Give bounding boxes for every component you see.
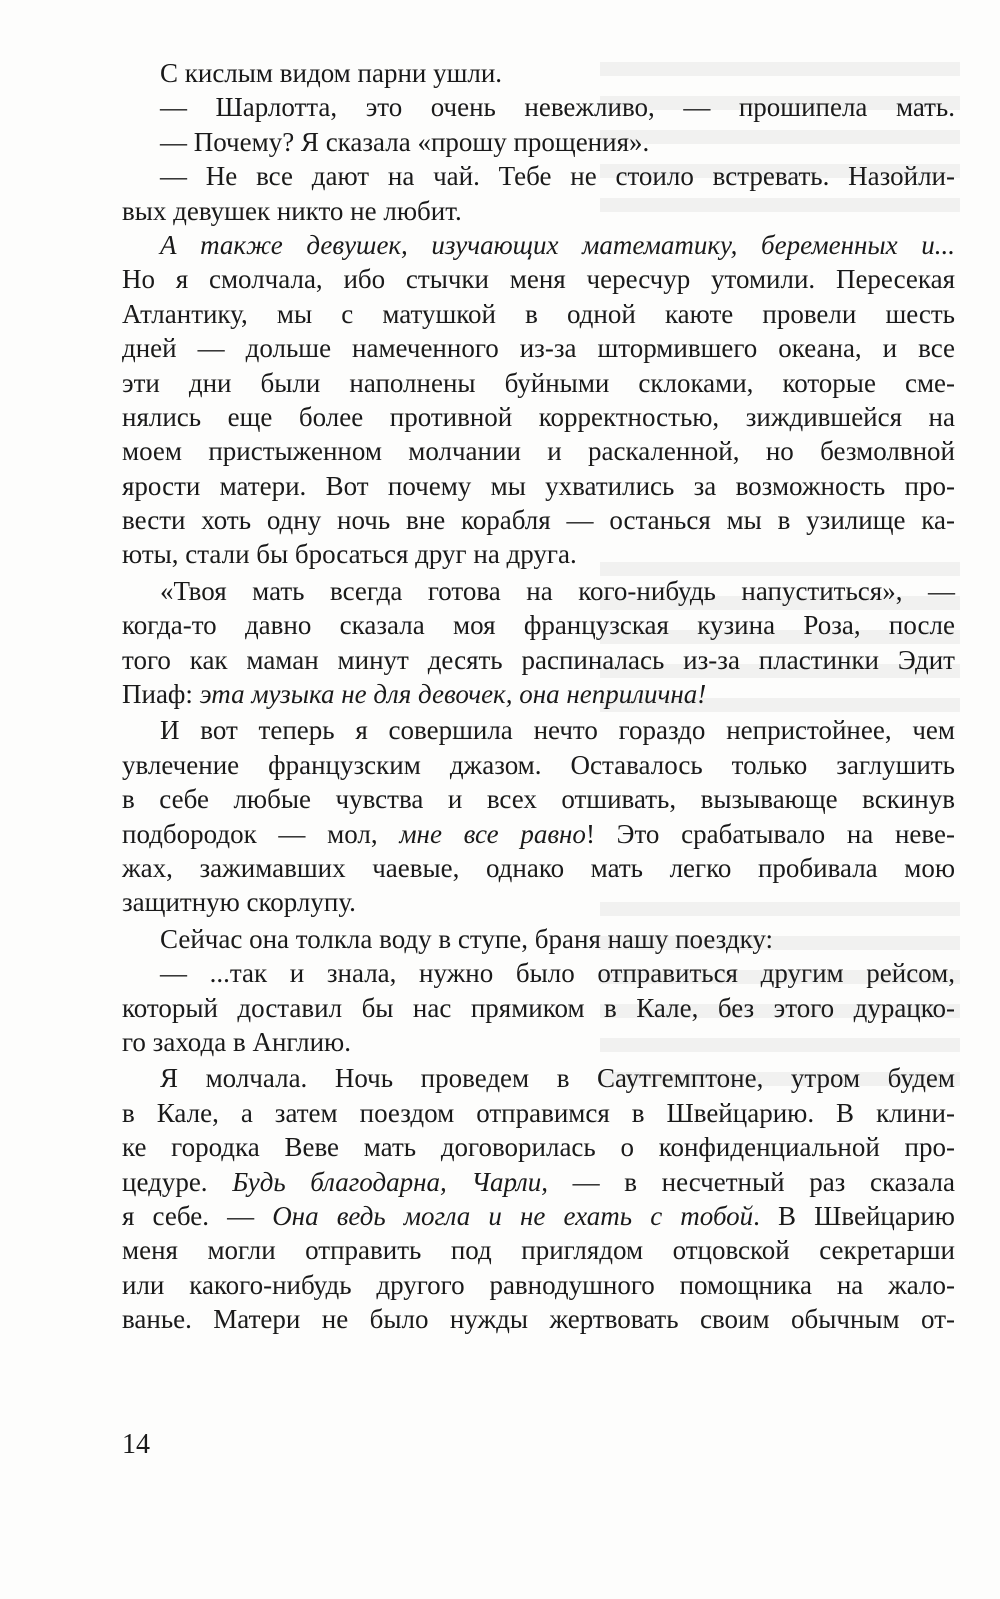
text-run: — Почему? Я сказала «прошу прощения». [160,126,650,157]
text-run: Пиаф: [122,679,200,710]
text-run: ярости матери. Вот почему мы ухватились за возможность про- [122,470,955,501]
text-run: — в несчетный раз сказала [547,1166,955,1197]
italic-text: Она ведь могла и не ехать с тобой [272,1200,754,1231]
text-run: я себе. — [122,1200,273,1231]
text-run: — Шарлотта, это очень невежливо, — прошипела мать. [160,92,955,123]
text-line [122,643,955,677]
text-run: того как маман минут десять распиналась из-за пластинки Эдит [122,644,955,675]
text-line [122,1061,955,1095]
text-line [122,366,955,400]
text-line [122,503,955,537]
text-run: моем пристыженном молчании и раскаленной, но безмолвной [122,436,955,467]
text-run: вести хоть одну ночь вне корабля — останься мы в узилище ка- [122,505,955,536]
text-line [122,90,955,124]
text-line [122,1199,955,1233]
text-line [122,1096,955,1130]
text-run: защитную скорлупу. [122,887,356,918]
text-run: ! Это срабатывало на неве- [585,818,955,849]
text-line [122,537,955,571]
text-run: «Твоя мать всегда готова на кого-нибудь напуститься», — [160,575,955,606]
text-run: эти дни были наполнены буйными склоками, которые сме- [122,367,955,398]
text-run: жах, зажимавших чаевые, однако мать легко пробивала мою [122,852,955,883]
text-run: который доставил бы нас прямиком в Кале, без этого дурацко- [122,992,955,1023]
text-line [122,817,955,851]
text-run: Я молчала. Ночь проведем в Саутгемптоне, утром будем [160,1063,955,1094]
text-line [122,608,955,642]
page-number: 14 [122,1429,150,1460]
text-line [122,922,955,956]
text-line [122,400,955,434]
text-line [122,782,955,816]
text-run: — ...так и знала, нужно было отправиться другим рейсом, [160,958,955,989]
text-line [122,228,955,262]
text-line [122,434,955,468]
text-run: меня могли отправить под приглядом отцовской секретарши [122,1235,955,1266]
text-line [122,331,955,365]
text-run: подбородок — мол, [122,818,400,849]
text-run: С кислым видом парни ушли. [160,58,503,88]
text-line [122,1130,955,1164]
text-line [122,297,955,331]
italic-text: А также девушек, изучающих математику, беременных и... [160,229,955,260]
text-line [122,1233,955,1267]
text-run: дней — дольше намеченного из-за штормившего океана, и все [122,333,955,364]
text-line [122,956,955,990]
text-line [122,56,955,90]
text-line [122,125,955,159]
text-run: юты, стали бы бросаться друг на друга. [122,539,577,570]
text-line [122,991,955,1025]
text-line [122,1302,955,1336]
text-line [122,194,955,228]
text-line [122,159,955,193]
text-run: когда-то давно сказала моя французская кузина Роза, после [122,610,955,641]
text-run: цедуре. [122,1166,233,1197]
text-run: увлечение французским джазом. Оставалось только заглушить [122,749,955,780]
text-line [122,851,955,885]
text-line [122,885,955,919]
text-run: в Кале, а затем поездом отправимся в Швейцарию. В клини- [122,1097,955,1128]
text-run: . В Швейцарию [753,1200,955,1231]
text-line [122,1268,955,1302]
text-line [122,262,955,296]
text-run: в себе любые чувства и всех отшивать, вызывающе вскинув [122,784,955,815]
text-line [122,677,955,711]
body-text [122,56,955,1336]
text-run: вых девушек никто не любит. [122,195,462,226]
text-run: ванье. Матери не было нужды жертвовать своим обычным от- [122,1304,955,1335]
text-run: Но я смолчала, ибо стычки меня чересчур утомили. Пересекая [122,264,955,295]
text-run: нялись еще более противной корректностью, зиждившейся на [122,401,955,432]
text-run: И вот теперь я совершила нечто гораздо непристойнее, чем [160,715,955,746]
italic-text: Будь благодарна, Чарли, [232,1166,548,1197]
italic-text: эта музыка не для девочек, она неприлична! [199,679,707,710]
text-line [122,748,955,782]
text-run: ке городка Веве мать договорилась о конфиденциальной про- [122,1132,955,1163]
text-line [122,1165,955,1199]
text-line [122,574,955,608]
text-run: Сейчас она толкла воду в ступе, браня нашу поездку: [160,923,773,954]
text-line [122,469,955,503]
text-run: Атлантику, мы с матушкой в одной каюте провели шесть [122,298,955,329]
text-run: — Не все дают на чай. Тебе не стоило встревать. Назойли- [160,161,955,192]
text-line [122,713,955,747]
text-run: го захода в Англию. [122,1026,351,1057]
text-line [122,1025,955,1059]
italic-text: мне все равно [399,818,586,849]
text-run: или какого-нибудь другого равнодушного помощника на жало- [122,1269,955,1300]
